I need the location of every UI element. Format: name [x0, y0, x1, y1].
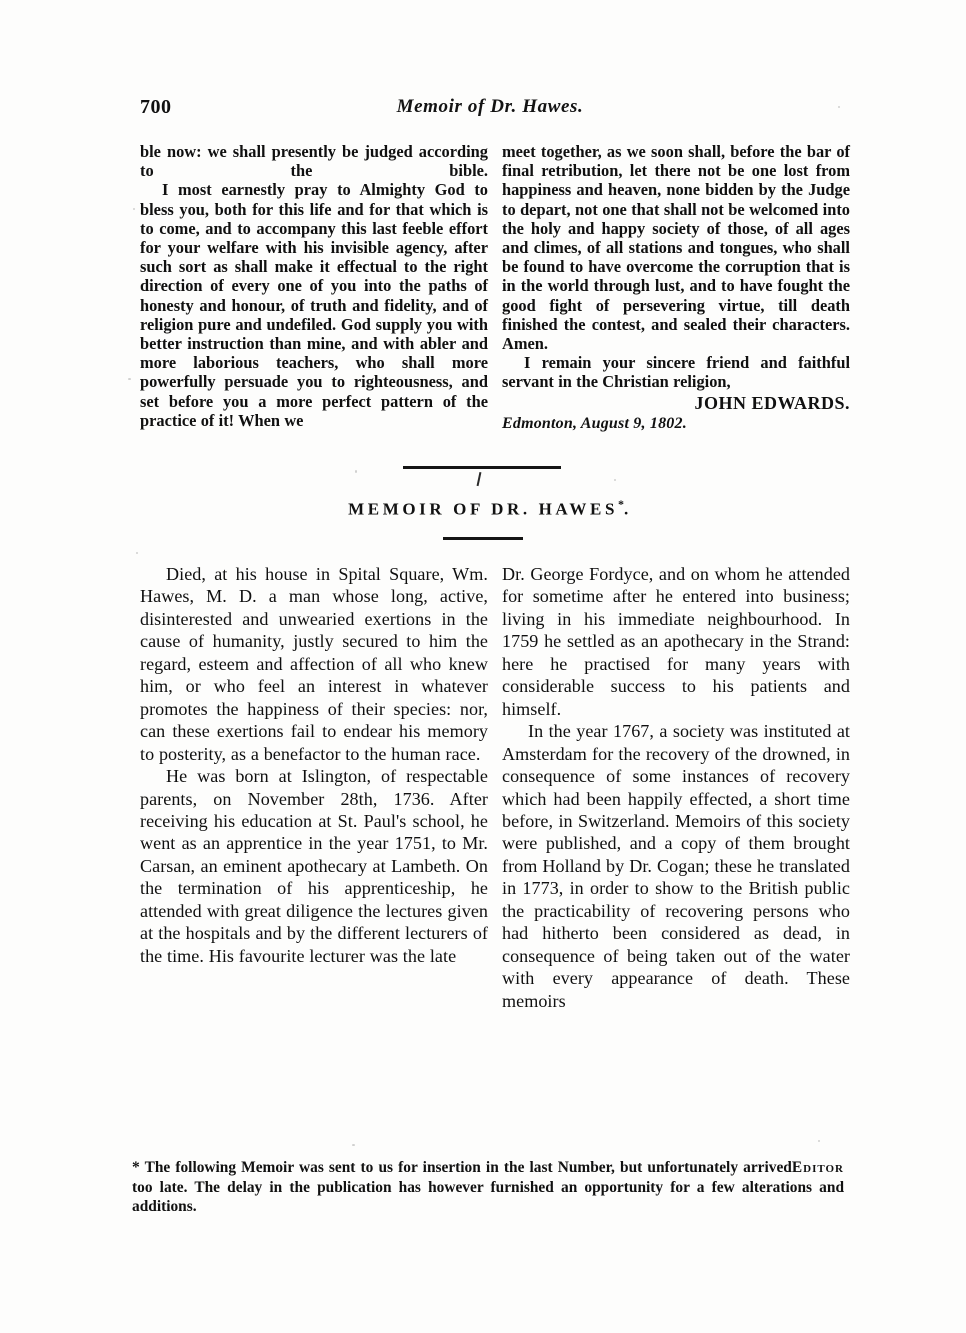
letter-columns [140, 142, 850, 433]
section-heading-period: . [624, 499, 632, 519]
letter-signature-name: JOHN EDWARDS. [694, 392, 850, 413]
footnote-text: The following Memoir was sent to us for insertion in the last Number, but unfortunately arrived too late. The delay in the publication has however furnished an opportunity for a few alterations and additions. [132, 1159, 844, 1215]
letter-paragraph: meet together, as we soon shall, before the bar of final retribution, let there not be one lost from happiness and heaven, none bidden by the Judge to depart, not one that shall not be welcomed into the holy and happy society of those, of all ages and climes, of all stations and tongues, who shall be found to have overcome the corruption that is in the world through lust, and to have fought the good fight of persevering virtue, till death finished the contest, and sealed their characters. Amen. [502, 142, 850, 354]
memoir-paragraph: He was born at Islington, of respectable parents, on November 28th, 1736. After receiving his education at St. Paul's school, he went as an apprentice in the year 1751, to Mr. Carsan, an eminent apothecary at Lambeth. On the termination of his apprenticeship, he attended with great diligence the lectures given at the hospitals and by the different lecturers of the time. His favourite lecturer was the late [140, 766, 488, 966]
section-divider-rule-bottom [443, 537, 523, 540]
memoir-column-left [140, 563, 488, 1012]
scan-speckle [128, 378, 131, 380]
scan-speckle [614, 479, 616, 481]
footnote-editor-attribution: Editor [791, 1159, 844, 1176]
letter-column-left [140, 142, 488, 433]
footnote [132, 1158, 844, 1217]
memoir-paragraph: Died, at his house in Spital Square, Wm. Hawes, M. D. a man whose long, active, disinterested and unwearied exertions in the cause of humanity, justly secured to him the regard, esteem and affection of all who knew him, or who feel an interest in whatever promotes the happiness of their species: nor, can these exertions fail to endear his memory to posterity, as a benefactor to the human race. [140, 564, 488, 764]
section-heading [140, 497, 840, 520]
page-folio-number: 700 [140, 96, 172, 118]
letter-paragraph: I remain your sincere friend and faithful servant in the Christian religion, [502, 353, 850, 392]
scan-speckle [352, 1144, 355, 1146]
memoir-columns [140, 563, 850, 1012]
section-divider-rule-top [403, 466, 561, 469]
memoir-paragraph: Dr. George Fordyce, and on whom he attended for sometime after he entered into business; living in his immediate neighbourhood. In 1759 he settled as an apothecary in the Strand: here he practised for many years with considerable success to his patients and himself. [502, 564, 850, 719]
section-heading-text: MEMOIR OF DR. HAWES [348, 499, 619, 519]
scan-speckle [133, 208, 135, 210]
scan-speckle [355, 470, 357, 473]
running-title: Memoir of Dr. Hawes. [396, 96, 584, 117]
scan-speckle [818, 1140, 820, 1142]
memoir-paragraph: In the year 1767, a society was instituted at Amsterdam for the recovery of the drowned, in consequence of some instances of recovery which had been happily effected, a short time before, in Switzerland. Memoirs of this society were published, and a copy of them brought from Holland by Dr. Cogan; these he translated in 1773, in order to show to the British public the practicability of recovering persons who had hitherto been considered as dead, in consequence of being taken out of the water with every appearance of death. These memoirs [502, 721, 850, 1011]
running-head [140, 96, 840, 124]
footnote-marker: * [132, 1159, 140, 1176]
letter-column-right [502, 142, 850, 433]
footnote-marker-icon: * [618, 497, 625, 511]
scan-speckle [136, 552, 138, 554]
divider-slash-mark [477, 472, 481, 486]
scan-speckle [838, 106, 840, 108]
memoir-column-right [502, 563, 850, 1012]
letter-paragraph: I most earnestly pray to Almighty God to bless you, both for this life and for that which is to come, and to accompany this last feeble effort for your welfare with his invisible agency, after such sort as shall make it effectual to the right direction of every one of you into the paths of honesty and honour, of truth and fidelity, and of religion pure and undefiled. God supply you with better instruction than mine, and with abler and more laborious teachers, who shall more powerfully persuade you to righteousness, and set before you a more perfect pattern of the practice of it! When we [140, 180, 488, 430]
letter-paragraph: ble now: we shall presently be judged according to the bible. [140, 142, 488, 181]
letter-signature-place-date: Edmonton, August 9, 1802. [502, 414, 687, 432]
